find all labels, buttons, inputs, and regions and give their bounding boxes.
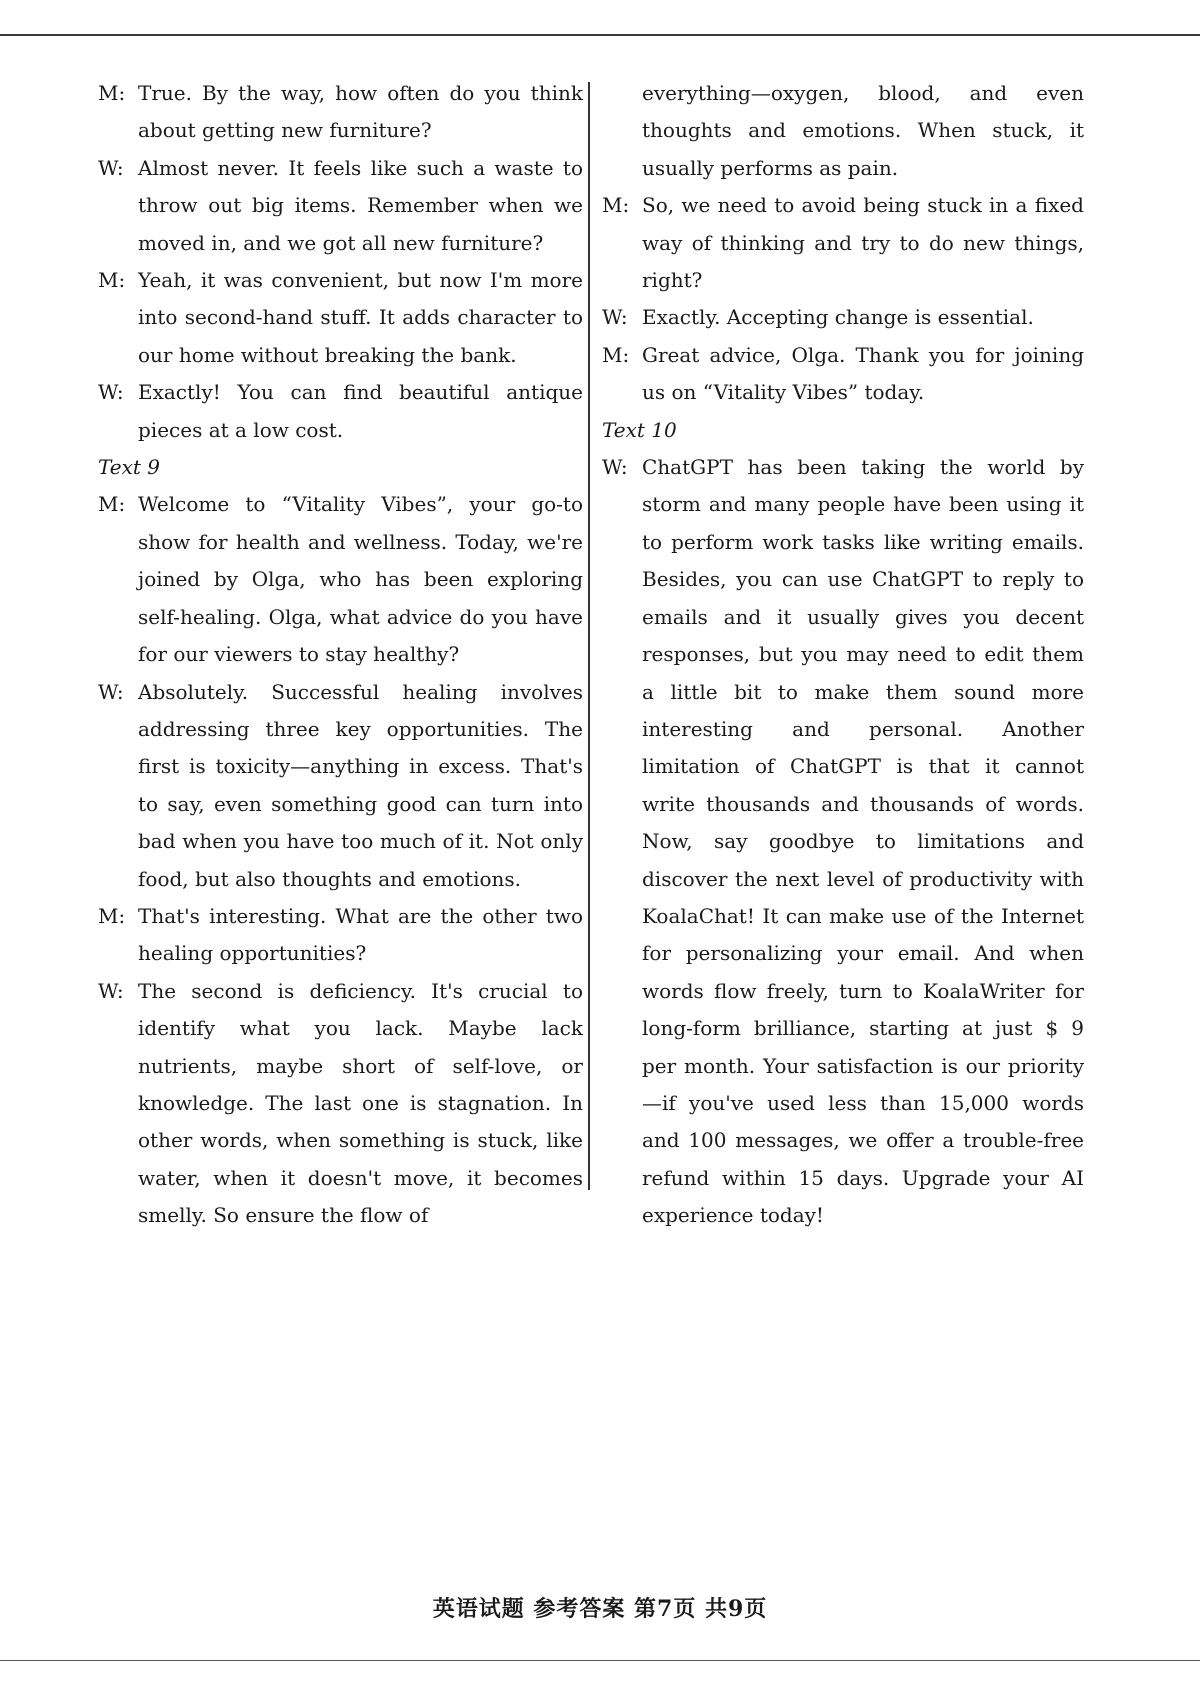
dialogue-text: Welcome to “Vitality Vibes”, your go-to show for health and wellness. Today, we're joined by Olga, who has been exploring self-healing. Olga, what advice do you have for our viewers to stay healthy? <box>138 492 583 667</box>
dialogue-line <box>98 486 583 673</box>
section-label: Text 9 <box>98 455 161 480</box>
dialogue-line <box>602 299 1084 336</box>
dialogue-text: Exactly. Accepting change is essential. <box>642 305 1034 330</box>
dialogue-text: Exactly! You can find beautiful antique pieces at a low cost. <box>138 380 583 442</box>
dialogue-text: True. By the way, how often do you think about getting new furniture? <box>138 81 583 143</box>
dialogue-line <box>98 75 583 150</box>
dialogue-text: So, we need to avoid being stuck in a fixed way of thinking and try to do new things, right? <box>642 193 1084 293</box>
speaker-label: W: <box>98 380 124 405</box>
speaker-label: M: <box>98 81 126 105</box>
dialogue-continuation <box>602 75 1084 187</box>
dialogue-text: Great advice, Olga. Thank you for joining us on “Vitality Vibes” today. <box>642 342 1084 405</box>
column-divider <box>588 82 590 1190</box>
bottom-rule <box>0 1660 1200 1661</box>
dialogue-text: Absolutely. Successful healing involves addressing three key opportunities. The first is toxicity—anything in excess. That's to say, even something good can turn into bad when you have too much of it. Not only food, but also thoughts and emotions. <box>138 679 583 891</box>
dialogue-line <box>98 262 583 374</box>
dialogue-line <box>98 973 583 1235</box>
speaker-label: W: <box>98 155 124 180</box>
top-rule <box>0 34 1200 36</box>
dialogue-text: ChatGPT has been taking the world by storm and many people have been using it to perform work tasks like writing emails. Besides, you can use ChatGPT to reply to emails and it usually gives you decent responses, but you may need to edit them a little bit to make them sound more interesting and personal. Another limitation of ChatGPT is that it cannot write thousands and thousands of words. Now, say goodbye to limitations and discover the next level of productivity with KoalaChat! It can make use of the Internet for personalizing your email. And when words flow freely, turn to KoalaWriter for long-form brilliance, starting at just $ 9 per month. Your satisfaction is our priority—if you've used less than 15,000 words and 100 messages, we offer a trouble-free refund within 15 days. Upgrade your AI experience today! <box>642 455 1084 1228</box>
right-column <box>602 75 1084 1235</box>
dialogue-text: The second is deficiency. It's crucial to identify what you lack. Maybe lack nutrients, maybe short of self-love, or knowledge. The last one is stagnation. In other words, when something is stuck, like water, when it doesn't move, it becomes smelly. So ensure the flow of <box>138 978 583 1228</box>
dialogue-line <box>98 898 583 973</box>
dialogue-line <box>602 337 1084 412</box>
page-footer: 英语试题 参考答案 第7页 共9页 <box>432 1596 768 1622</box>
left-column <box>98 75 583 1235</box>
speaker-label: M: <box>602 342 630 367</box>
dialogue-line <box>98 374 583 449</box>
dialogue-text: Yeah, it was convenient, but now I'm more into second-hand stuff. It adds character to our home without breaking the bank. <box>138 268 583 367</box>
speaker-label: W: <box>602 305 628 330</box>
speaker-label: M: <box>98 268 126 293</box>
dialogue-line <box>98 150 583 262</box>
dialogue-text: Almost never. It feels like such a waste to throw out big items. Remember when we moved in, and we got all new furniture? <box>138 155 583 255</box>
dialogue-text: everything—oxygen, blood, and even thoughts and emotions. When stuck, it usually performs as pain. <box>642 81 1084 180</box>
speaker-label: M: <box>602 193 630 218</box>
section-label: Text 10 <box>602 417 677 442</box>
dialogue-line <box>602 187 1084 299</box>
speaker-label: W: <box>98 679 124 704</box>
speaker-label: W: <box>98 978 124 1003</box>
speaker-label: W: <box>602 455 628 480</box>
dialogue-line <box>602 449 1084 1235</box>
dialogue-line <box>98 674 583 898</box>
speaker-label: M: <box>98 492 126 517</box>
dialogue-text: That's interesting. What are the other two healing opportunities? <box>138 903 583 966</box>
speaker-label: M: <box>98 903 126 928</box>
